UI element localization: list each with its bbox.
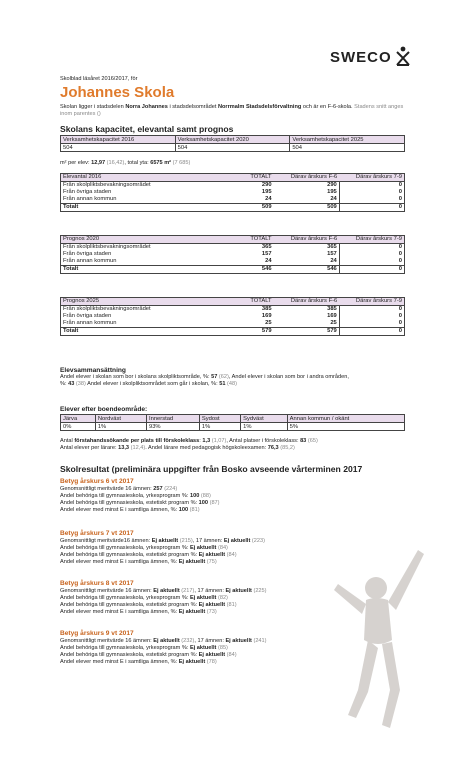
table-row: Från annan kommun 24 24 0 (61, 258, 405, 266)
grade-block-8: Betyg årskurs 8 vt 2017 Genomsnittligt meritvärde 16 ämnen: Ej aktuellt (217), 17 ämnen: Ej aktuellt (225) Andel behöriga till gymnasieskola, yrkesprogram %: Ej aktuellt (82) Andel behöriga till gymnasieskola, estetiskt program %: Ej aktuellt (81) Andel elever med minst E i samtliga ämnen, %: Ej aktuellt (73) (60, 580, 360, 616)
sweco-logo (330, 46, 410, 66)
residence-heading: Elever efter boendeområde: (60, 406, 148, 413)
list-item: Genomsnittligt meritvärde 16 ämnen: 257 (224) (60, 486, 178, 492)
table-title: Elevantal 2016 (61, 174, 231, 182)
jumping-child-illustration (318, 540, 438, 740)
table-row: Från skolpliktsbevakningsområdet 290 290 0 (61, 182, 405, 190)
area-per-student: m² per elev: 12,97 (16,42), total yta: 6575 m² (7 685) (60, 160, 191, 166)
table-title: Prognos 2020 (61, 236, 231, 244)
cap-value-2025: 504 (290, 144, 405, 152)
table-prognos-2020: Prognos 2020 TOTALT Därav årskurs F-6 Därav årskurs 7-9 Från skolpliktsbevakningsområdet 365 365 0 Från övriga staden 157 157 0 Från annan kommun 24 24 0 Totalt 546 546 0 (60, 235, 405, 274)
table-total-row: Totalt 579 579 0 (61, 328, 405, 336)
capacity-heading: Skolans kapacitet, elevantal samt prognos (60, 124, 234, 134)
list-item: Andel behöriga till gymnasieskola, estetiskt program %: Ej aktuellt (81) (60, 602, 237, 608)
district: Norra Johannes (125, 104, 168, 110)
avg-note: Stadens snitt anges inom parentes () (60, 104, 404, 117)
logo-text: SWECO (330, 49, 392, 66)
pretitle: Skolblad läsåret 2016/2017, för (60, 76, 138, 82)
list-item: Andel elever med minst E i samtliga ämnen, %: 100 (81) (60, 507, 200, 513)
list-item: Andel behöriga till gymnasieskola, estetiskt program %: 100 (87) (60, 500, 220, 506)
residence-table: Järva Nordväst Innerstad Sydost Sydväst Annan kommun / okänt 0% 1% 93% 1% 1% 5% (60, 414, 405, 431)
list-item: Genomsnittligt meritvärde 16 ämnen: Ej aktuellt (232), 17 ämnen: Ej aktuellt (241) (60, 638, 267, 644)
list-item: Genomsnittligt meritvärde16 ämnen: Ej aktuellt (215), 17 ämnen: Ej aktuellt (223) (60, 538, 265, 544)
cap-value-2020: 504 (175, 144, 290, 152)
sweco-person-icon (396, 46, 410, 66)
list-item: Andel behöriga till gymnasieskola, yrkesprogram %: Ej aktuellt (82) (60, 595, 228, 601)
list-item: Genomsnittligt meritvärde 16 ämnen: Ej aktuellt (217), 17 ämnen: Ej aktuellt (225) (60, 588, 267, 594)
table-row: Från övriga staden 157 157 0 (61, 251, 405, 258)
grade-block-9: Betyg årskurs 9 vt 2017 Genomsnittligt meritvärde 16 ämnen: Ej aktuellt (232), 17 ämnen: Ej aktuellt (241) Andel behöriga till gymnasieskola, yrkesprogram %: Ej aktuellt (85) Andel behöriga till gymnasieskola, estetiskt program %: Ej aktuellt (84) Andel elever med minst E i samtliga ämnen, %: Ej aktuellt (78) (60, 630, 360, 666)
list-item: Andel behöriga till gymnasieskola, yrkesprogram %: Ej aktuellt (84) (60, 545, 228, 551)
list-item: Andel behöriga till gymnasieskola, yrkesprogram %: 100 (88) (60, 493, 211, 499)
ratios-section: Antal förstahandssökande per plats till förskoleklass: 1,3 (1,07), Antal platser i förskoleklass: 83 (65) Antal elever per lärare: 13,3 (12,4). Andel lärare med pedagogisk högskoleexamen: 76,3 (85,2) (60, 438, 318, 451)
table-elevantal-2016: Elevantal 2016 TOTALT Därav årskurs F-6 Därav årskurs 7-9 Från skolpliktsbevakningsområdet 290 290 0 Från övriga staden 195 195 0 Från annan kommun 24 24 0 Totalt 509 509 0 (60, 173, 405, 212)
table-total-row: Totalt 546 546 0 (61, 266, 405, 274)
grade-block-7: Betyg årskurs 7 vt 2017 Genomsnittligt meritvärde16 ämnen: Ej aktuellt (215), 17 ämnen: Ej aktuellt (223) Andel behöriga till gymnasieskola, yrkesprogram %: Ej aktuellt (84) Andel behöriga till gymnasieskola, estetiskt program %: Ej aktuellt (84) Andel elever med minst E i samtliga ämnen, %: Ej aktuellt (75) (60, 530, 360, 566)
list-item: Andel behöriga till gymnasieskola, yrkesprogram %: Ej aktuellt (85) (60, 645, 228, 651)
table-row: Från övriga staden 195 195 0 (61, 189, 405, 196)
cap-header-2025: Verksamhetskapacitet 2025 (290, 136, 405, 144)
table-prognos-2025: Prognos 2025 TOTALT Därav årskurs F-6 Därav årskurs 7-9 Från skolpliktsbevakningsområdet 385 385 0 Från övriga staden 169 169 0 Från annan kommun 25 25 0 Totalt 579 579 0 (60, 297, 405, 336)
list-item: Andel behöriga till gymnasieskola, estetiskt program %: Ej aktuellt (84) (60, 652, 237, 658)
composition-section: Elevsammansättning Andel elever i skolan som bor i skolans skolpliktsområde, %: 57 (62), Andel elever i skolan som bor i andra områden, %: 43 (38) Andel elever i skolpliktsområdet som går i skolan, %: 51 (48) (60, 367, 405, 388)
cap-header-2016: Verksamhetskapacitet 2016 (61, 136, 176, 144)
district-area: Norrmalm Stadsdelsförvaltning (217, 104, 302, 110)
list-item: Andel elever med minst E i samtliga ämnen, %: Ej aktuellt (75) (60, 559, 217, 565)
table-row: Från skolpliktsbevakningsområdet 385 385 0 (61, 306, 405, 314)
cap-header-2020: Verksamhetskapacitet 2020 (175, 136, 290, 144)
table-total-row: Totalt 509 509 0 (61, 204, 405, 212)
list-item: Andel elever med minst E i samtliga ämnen, %: Ej aktuellt (73) (60, 609, 217, 615)
capacity-table (60, 135, 405, 152)
intro-text: Skolan ligger i stadsdelen Norra Johannes i stadsdelsområdet Norrmalm Stadsdelsförvaltning och är en F-6-skola. Stadens snitt anges inom parentes () (60, 104, 404, 117)
table-row: Från övriga staden 169 169 0 (61, 313, 405, 320)
table-row: Från skolpliktsbevakningsområdet 365 365 0 (61, 244, 405, 252)
list-item: Andel elever med minst E i samtliga ämnen, %: Ej aktuellt (78) (60, 659, 217, 665)
table-row: Från annan kommun 24 24 0 (61, 196, 405, 204)
page-title: Johannes Skola (60, 84, 175, 101)
cap-value-2016: 504 (61, 144, 176, 152)
composition-heading: Elevsammansättning (60, 367, 126, 374)
table-row: Från annan kommun 25 25 0 (61, 320, 405, 328)
list-item: Andel behöriga till gymnasieskola, estetiskt program %: Ej aktuellt (84) (60, 552, 237, 558)
grade-block-6: Betyg årskurs 6 vt 2017 Genomsnittligt meritvärde 16 ämnen: 257 (224) Andel behöriga till gymnasieskola, yrkesprogram %: 100 (88) Andel behöriga till gymnasieskola, estetiskt program %: 100 (87) Andel elever med minst E i samtliga ämnen, %: 100 (81) (60, 478, 360, 514)
table-title: Prognos 2025 (61, 298, 231, 306)
results-heading: Skolresultat (preliminära uppgifter från Bosko avseende vårterminen 2017 (60, 464, 363, 474)
